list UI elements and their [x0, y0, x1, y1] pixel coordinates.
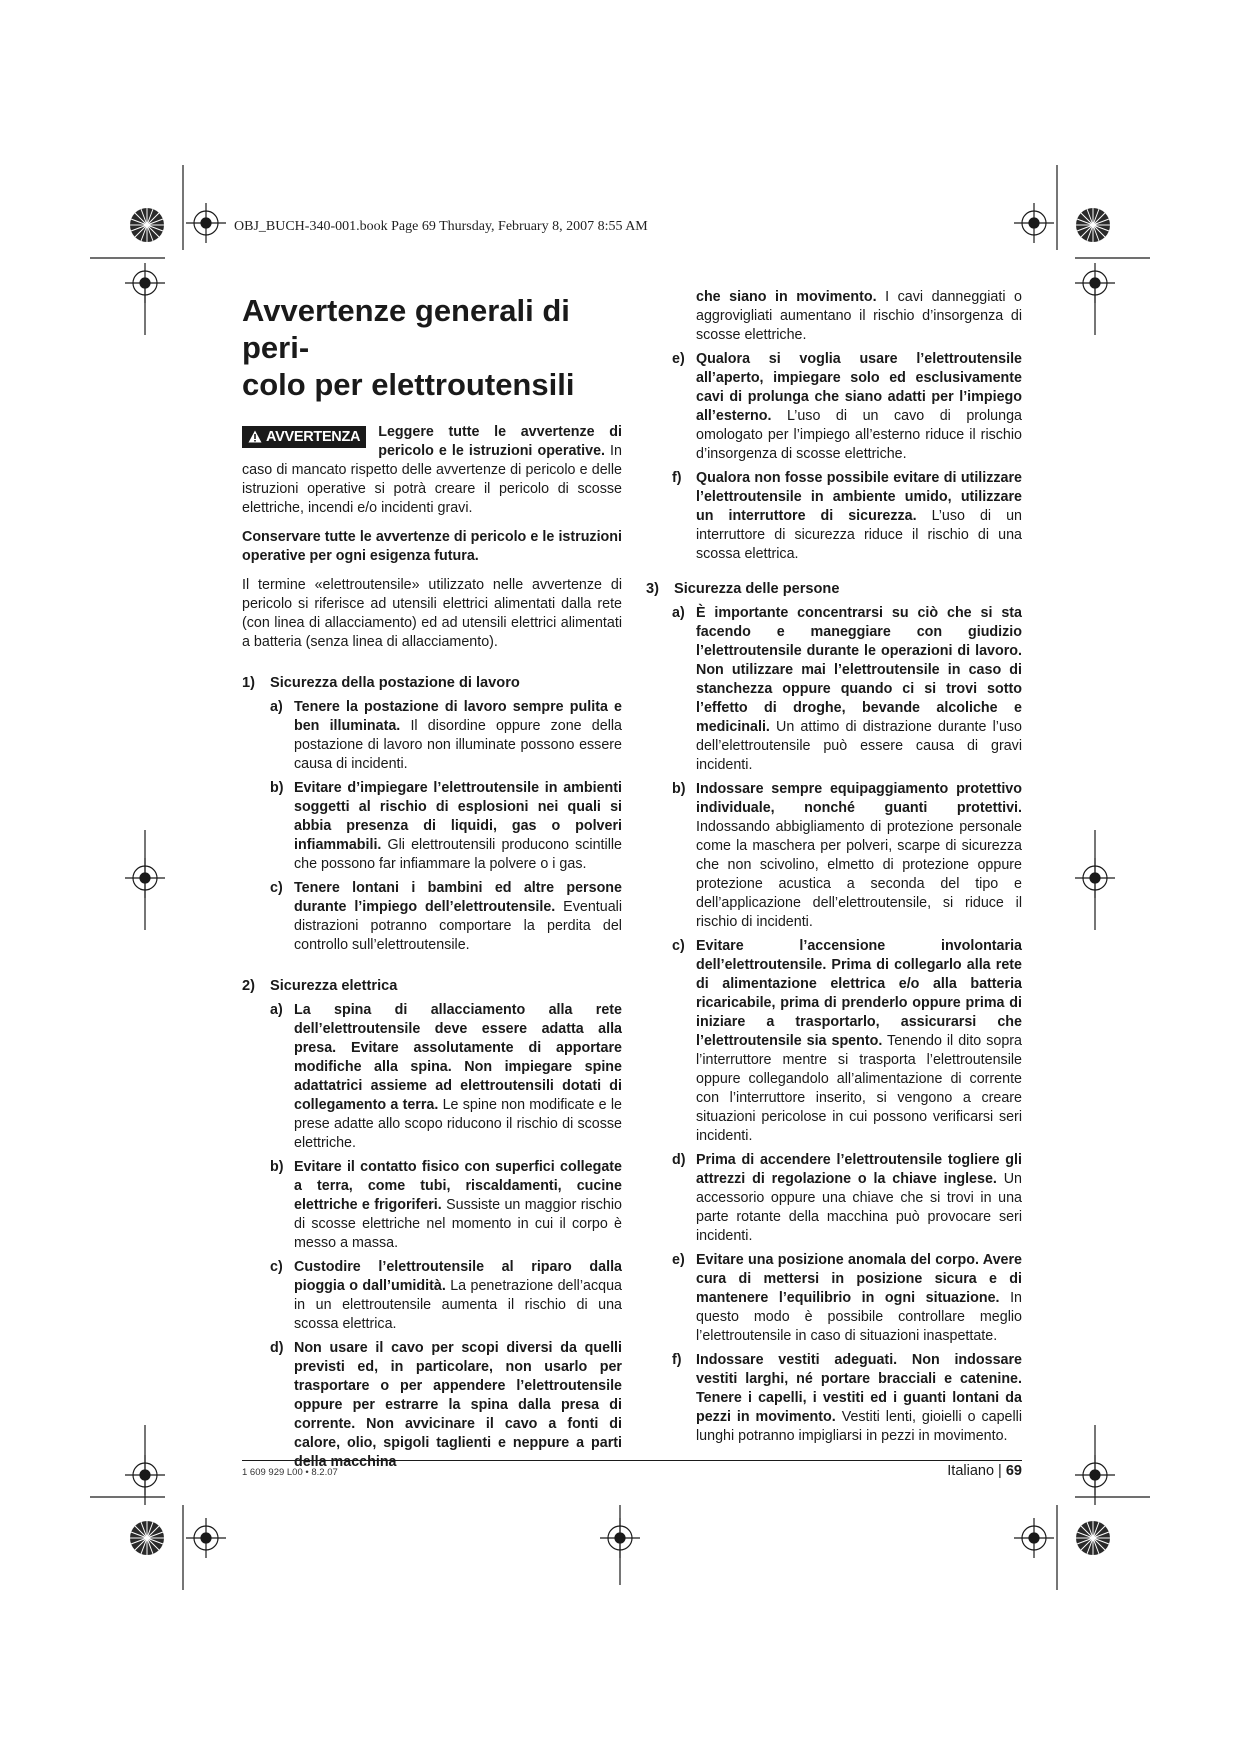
- list-item: [672, 1351, 1022, 1446]
- list-item: [672, 937, 1022, 1146]
- item-bold: È importante concentrarsi su ciò che si sta facendo e maneggiare con giudizio l’elettroutensile durante le operazioni di lavoro. Non utilizzare mai l’elettroutensile in caso di stanchezza oppure quando ci si trovi sotto l’effetto di droghe, bevande alcoliche e medicinali.: [696, 605, 1022, 735]
- left-column: [242, 288, 622, 1472]
- item-text: Tenendo il dito sopra l’interruttore mentre si trasporta l’elettroutensile oppure collegandolo all’alimentazione di corrente con l’interruttore inserito, si vengono a creare situazioni pericolose in cui possono verificarsi seri incidenti.: [696, 1033, 1022, 1144]
- list-item: [672, 469, 1022, 564]
- warning-badge-label: AVVERTENZA: [266, 429, 361, 445]
- warning-badge: [242, 426, 366, 448]
- warning-text: In caso di mancato rispetto delle avvertenze di pericolo e delle istruzioni operative si potrà creare il pericolo di scosse elettriche, incendi e/o incidenti gravi.: [242, 443, 622, 516]
- list-item: [270, 1258, 622, 1334]
- item-body: [696, 1251, 1022, 1346]
- warning-triangle-icon: [248, 430, 262, 443]
- book-info-line: OBJ_BUCH-340-001.book Page 69 Thursday, February 8, 2007 8:55 AM: [234, 219, 648, 234]
- item-text: Un attimo di distrazione durante l’uso dell’elettroutensile può essere causa di gravi incidenti.: [696, 719, 1022, 773]
- item-text: Le spine non modificate e le prese adatte allo scopo riducono il rischio di scosse elettriche.: [294, 1097, 622, 1151]
- page-number: 69: [1005, 1463, 1022, 1479]
- item-bold: che siano in movimento.: [696, 289, 877, 305]
- item-bold: Custodire l’elettroutensile al riparo dalla pioggia o dall’umidità.: [294, 1259, 622, 1294]
- footer-doc-code: 1 609 929 L00 • 8.2.07: [242, 1467, 338, 1478]
- list-item: [270, 1158, 622, 1253]
- item-letter: e): [672, 351, 685, 367]
- section-number: 3): [646, 581, 659, 597]
- item-bold: Indossare sempre equipaggiamento protettivo individuale, nonché guanti protettivi.: [696, 781, 1022, 816]
- item-bold: Evitare d’impiegare l’elettroutensile in ambienti soggetti al rischio di esplosioni nei quali si abbia presenza di liquidi, gas o polveri infiammabili.: [294, 780, 622, 853]
- item-body: [696, 604, 1022, 775]
- item-text: I cavi danneggiati o aggrovigliati aumentano il rischio d’insorgenza di scosse elettriche.: [696, 289, 1022, 343]
- item-letter: b): [270, 1159, 284, 1175]
- item-body: [696, 937, 1022, 1146]
- item-body: [696, 1351, 1022, 1446]
- footer-separator: |: [994, 1463, 1006, 1479]
- item-bold: Qualora si voglia usare l’elettroutensile all’aperto, impiegare solo ed esclusivamente cavi di prolunga che siano adatti per l’impiego all’esterno.: [696, 351, 1022, 424]
- item-body: [696, 469, 1022, 564]
- item-letter: b): [672, 781, 686, 797]
- section-title: Sicurezza elettrica: [270, 978, 398, 994]
- item-body: [294, 779, 622, 874]
- warning-block: [242, 423, 622, 518]
- item-bold: Evitare una posizione anomala del corpo. Avere cura di mettersi in posizione sicura e di mantenere l’equilibrio in ogni situazione.: [696, 1252, 1022, 1306]
- item-text: L’uso di un cavo di prolunga omologato per l’impiego all’esterno riduce il rischio d’insorgenza di scosse elettriche.: [696, 408, 1022, 462]
- page-title: Avvertenze generali di peri- colo per elettroutensili: [242, 293, 575, 402]
- item-letter: c): [270, 880, 283, 896]
- section-3-heading: [646, 580, 1022, 599]
- item-text: Un accessorio oppure una chiave che si trovi in una parte rotante della macchina può provocare seri incidenti.: [696, 1171, 1022, 1244]
- item-body: [696, 350, 1022, 464]
- section-2-heading: [242, 977, 622, 996]
- item-letter: c): [270, 1259, 283, 1275]
- item-body: [294, 1339, 622, 1472]
- item-bold: Tenere la postazione di lavoro sempre pulita e ben illuminata.: [294, 699, 622, 734]
- list-item: [672, 1151, 1022, 1246]
- section-number: 2): [242, 978, 255, 994]
- footer-rule: [242, 1460, 1022, 1461]
- footer-language: Italiano: [947, 1463, 995, 1479]
- item-body: [696, 1151, 1022, 1246]
- item-body: [294, 879, 622, 955]
- right-column: [646, 288, 1022, 1446]
- item-bold: Indossare vestiti adeguati. Non indossare vestiti larghi, né portare bracciali e catenine. Tenere i capelli, i vestiti ed i guanti lontani da pezzi in movimento.: [696, 1352, 1022, 1425]
- item-body: [294, 1258, 622, 1334]
- item-text: L’uso di un interruttore di sicurezza riduce il rischio di una scossa elettrica.: [696, 508, 1023, 562]
- item-body: [294, 1158, 622, 1253]
- list-item: [270, 698, 622, 774]
- item-bold: Evitare il contatto fisico con superfici collegate a terra, come tubi, riscaldamenti, cucine elettriche e frigoriferi.: [294, 1159, 622, 1213]
- item-body: [696, 288, 1022, 345]
- item-letter: a): [270, 699, 283, 715]
- item-bold: Non usare il cavo per scopi diversi da quelli previsti ed, in particolare, non usarlo per trasportare o per appendere l’elettroutensile oppure per estrarre la spina dalla presa di corrente. Non avvicinare il cavo a fonti di calore, olio, spigoli taglienti e neppure a parti della macchina: [294, 1340, 622, 1470]
- item-letter: a): [270, 1002, 283, 1018]
- item-letter: d): [672, 1152, 686, 1168]
- section-title: Sicurezza delle persone: [674, 581, 840, 597]
- item-letter: d): [270, 1340, 284, 1356]
- section-title: Sicurezza della postazione di lavoro: [270, 675, 520, 691]
- list-item: [672, 350, 1022, 464]
- item-bold: Tenere lontani i bambini ed altre persone durante l’impiego dell’elettroutensile.: [294, 880, 622, 915]
- list-item: [270, 879, 622, 955]
- item-text: Vestiti lenti, gioielli o capelli lunghi potranno impigliarsi in pezzi in movimento.: [696, 1409, 1022, 1444]
- list-item-continuation: [672, 288, 1022, 345]
- list-item: [672, 604, 1022, 775]
- item-bold: Qualora non fosse possibile evitare di utilizzare l’elettroutensile in ambiente umido, utilizzare un interruttore di sicurezza.: [696, 470, 1022, 524]
- item-text: Gli elettroutensili producono scintille che possono far infiammare la polvere o i gas.: [294, 837, 622, 872]
- item-text: Il disordine oppure zone della postazione di lavoro non illuminate possono essere causa di incidenti.: [294, 718, 623, 772]
- item-body: [294, 698, 622, 774]
- item-text: Sussiste un maggior rischio di scosse elettriche nel momento in cui il corpo è messo a massa.: [294, 1197, 623, 1251]
- list-item: [672, 780, 1022, 932]
- item-text: Eventuali distrazioni potranno comportare la perdita del controllo sull’elettroutensile.: [294, 899, 622, 953]
- item-letter: a): [672, 605, 685, 621]
- section-number: 1): [242, 675, 255, 691]
- list-item: [270, 1339, 622, 1472]
- warning-bold: Leggere tutte le avvertenze di pericolo e le istruzioni operative.: [378, 424, 622, 459]
- definition-paragraph: Il termine «elettroutensile» utilizzato nelle avvertenze di pericolo si riferisce ad utensili elettrici alimentati dalla rete (con linea di allacciamento) ed ad utensili elettrici alimentati a batteria (senza linea di allacciamento).: [242, 577, 622, 650]
- item-letter: b): [270, 780, 284, 796]
- item-body: [294, 1001, 622, 1153]
- item-letter: f): [672, 1352, 682, 1368]
- item-body: [696, 780, 1022, 932]
- item-bold: Evitare l’accensione involontaria dell’elettroutensile. Prima di collegarlo alla rete di alimentazione elettrica e/o alla batteria ricaricabile, prima di prenderlo oppure prima di iniziare a trasportarlo, assicurarsi che l’elettroutensile sia spento.: [696, 938, 1022, 1049]
- item-text: La penetrazione dell’acqua in un elettroutensile aumenta il rischio di una scossa elettrica.: [294, 1278, 622, 1332]
- item-letter: f): [672, 470, 682, 486]
- item-bold: Prima di accendere l’elettroutensile togliere gli attrezzi di regolazione o la chiave inglese.: [696, 1152, 1022, 1187]
- item-letter: c): [672, 938, 685, 954]
- item-text: Indossando abbigliamento di protezione personale come la maschera per polveri, scarpe di sicurezza che non scivolino, elmetto di protezione oppure protezione acustica a seconda del tipo e dell’applicazione dell’elettroutensile, si riduce il rischio di incidenti.: [696, 819, 1022, 930]
- item-bold: La spina di allacciamento alla rete dell’elettroutensile deve essere adatta alla presa. Evitare assolutamente di apportare modifiche alla spina. Non impiegare spine adattatrici assieme ad elettroutensili dotati di collegamento a terra.: [294, 1002, 622, 1113]
- section-1-heading: [242, 674, 622, 693]
- list-item: [270, 779, 622, 874]
- keep-note: Conservare tutte le avvertenze di pericolo e le istruzioni operative per ogni esigenza futura.: [242, 529, 622, 564]
- item-letter: e): [672, 1252, 685, 1268]
- list-item: [672, 1251, 1022, 1346]
- item-text: In questo modo è possibile controllare meglio l’elettroutensile in caso di situazioni inaspettate.: [696, 1290, 1022, 1344]
- footer-page-info: [947, 1463, 1022, 1479]
- list-item: [270, 1001, 622, 1153]
